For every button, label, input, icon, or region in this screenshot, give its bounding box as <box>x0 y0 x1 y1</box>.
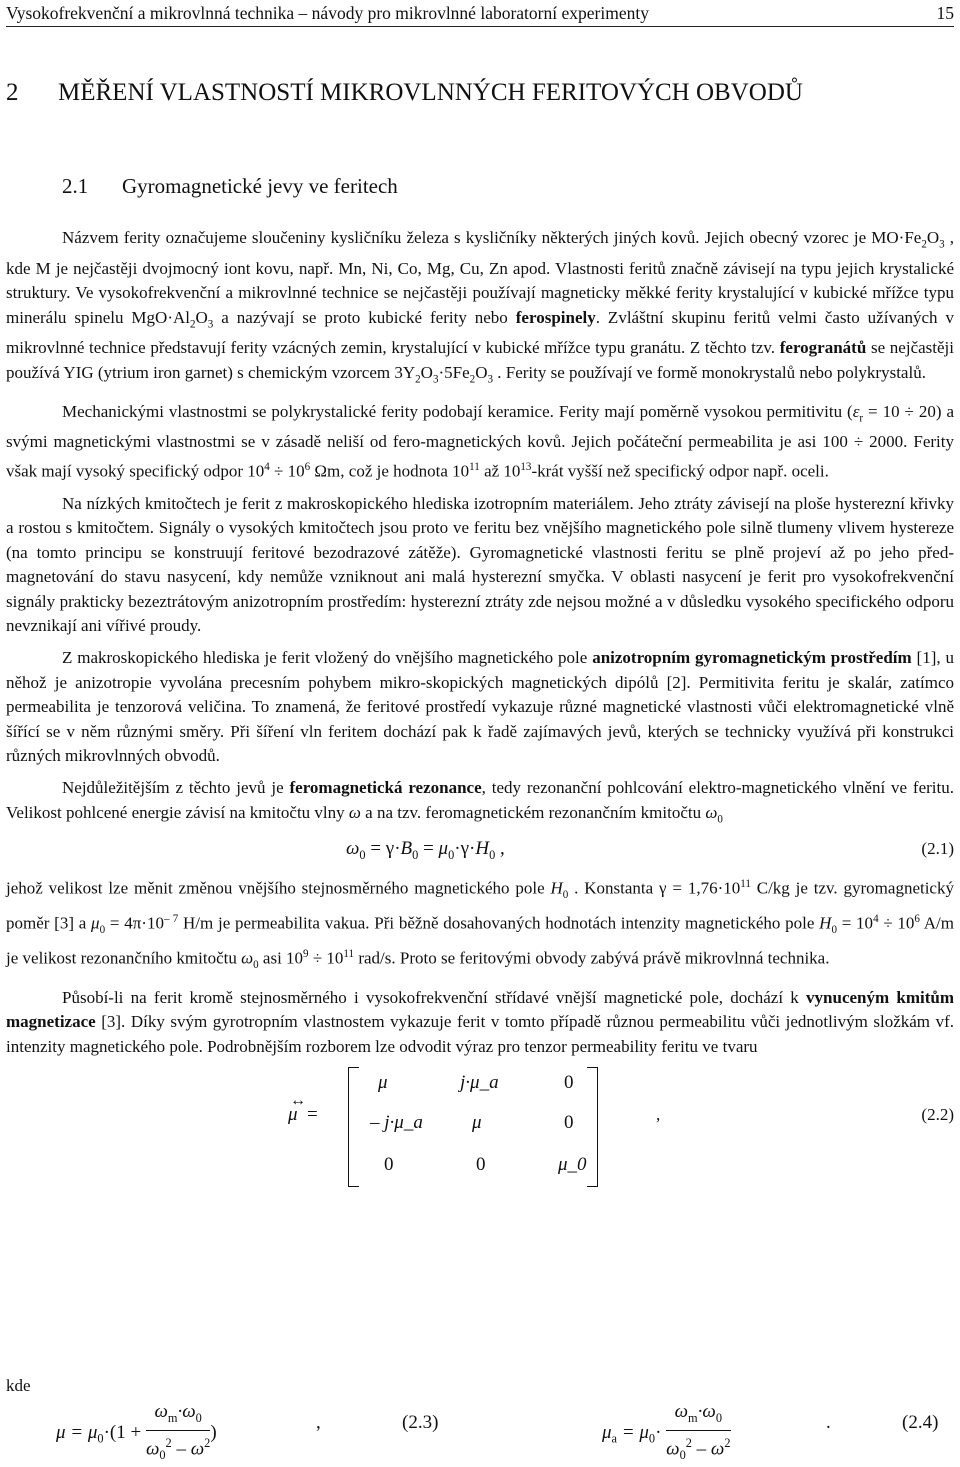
paragraph-3: Na nízkých kmitočtech je ferit z makroskopického hlediska izotropním materiálem. Jeho ztráty závisejí na ploše hysterezní křivky a rostou s kmitočtem. Signály o vysokých kmitočtech jsou proto ve feritu bez vnějšího magnetického pole silně tlumeny vlivem hystereze (na tomto principu se konstruují feritové bezodrazové zátěže). Gyromagnetické vlastnosti feritu se plně projeví až po jeho před-magnetování do stavu nasycení, kdy nemůže vzniknout ani malá hysterezní smyčka. V oblasti nasycení je ferit pro vysokofrekvenční signály prakticky bezeztrátovým anizotropním prostředím: hysterezní ztráty zde nejsou možné a v důsledku vysokého specifického odporu nevznikají ani vířivé proudy. <box>6 493 954 635</box>
equation-2-1 <box>6 832 954 866</box>
body-text <box>6 226 954 1197</box>
matrix-cell: – j·μ_a <box>370 1112 423 1134</box>
matrix-cell: 0 <box>476 1154 486 1176</box>
equation-2-3-comma: , <box>316 1412 321 1433</box>
equation-2-2-number: (2.2) <box>921 1105 954 1125</box>
matrix-cell: 0 <box>384 1154 394 1176</box>
matrix-cell: 0 <box>564 1112 574 1134</box>
header-title: Vysokofrekvenční a mikrovlnná technika – návody pro mikrovlnné laboratorní experimenty <box>6 3 649 23</box>
matrix-row <box>348 1071 598 1101</box>
paragraph-1: Názvem ferity označujeme sloučeniny kysličníku železa s kysličníky některých jiných kovů. Jejich obecný vzorec je $MO\cdot Fe_2O_3$ , kde M je nejčastěji dvojmocný iont kovu, např. Mn, Ni, Co, Mg, Cu, Zn apod. Vlastnosti feritů značně závisejí na typu jejich krystalické struktury. Ve vysokofrekvenční a mikrovlnné technice se nejčastěji používají magneticky měkké ferity krystalující v kubické mřížce typu minerálu spinelu $MgO\cdot Al_2O_3$ a nazývají se proto kubické ferity nebo ferospinely. Zvláštní skupinu feritů velmi často užívaných v mikrovlnné technice představují ferity vzácných zemin, krystalující v kubické mřížce typu granátu. Z těchto tzv. ferogranátů se nejčastěji používá YIG (ytrium iron garnet) s chemickým vzorcem $3Y_2O_3\cdot 5Fe_2O_3$ . Ferity se používají ve formě monokrystalů nebo polykrystalů. <box>6 228 955 386</box>
chapter-heading <box>6 76 954 109</box>
running-header <box>6 2 954 27</box>
equation-2-4-period: . <box>826 1412 831 1433</box>
paragraph-6: jehož velikost lze měnit změnou vnějšího stejnosměrného magnetického pole $H_0$ . Konstanta $\gamma = 1,76\cdot 10^{11}$ C/kg je tzv. gyromagnetický poměr [3] a $\mu_0 = 4\pi\cdot 10^{- 7}$ H/m je permeabilita vakua. Při běžně dosahovaných hodnotách intenzity magnetického pole $H_0 = 10^4 \div 10^6$ A/m je velikost rezonančního kmitočtu $\omega_0$ asi $10^9 \div 10^{11}$ rad/s. Proto se feritovými obvody zabývá právě mikrovlnná technika. <box>6 877 954 972</box>
equation-2-4-expression: $\mu_a = \mu_0\cdot$ $\frac{\omega_m\cdot\omega_0}{\omega_0^2 - \omega^2}$ <box>602 1400 731 1467</box>
permeability-matrix <box>348 1067 598 1191</box>
matrix-cell: μ_0 <box>558 1154 587 1176</box>
paragraph-4: Z makroskopického hlediska je ferit vložený do vnějšího magnetického pole anizotropním gyromagnetickým prostředím [1], u něhož je anizotropie vyvolána precesním pohybem mikro-skopických magnetických dipólů [2]. Permitivita feritu je skalár, zatímco permeabilita je tenzorová veličina. To znamená, že feritové prostředí vykazuje různé magnetické vlastnosti vůči elektromagnetické vlně šířící se v něm různými směry. Při šíření vln feritem dochází pak k řadě zajímavých jevů, kterých se technicky využívá při konstrukci různých mikrovlnných obvodů. <box>6 648 954 765</box>
chapter-title: MĚŘENÍ VLASTNOSTÍ MIKROVLNNÝCH FERITOVÝCH OBVODŮ <box>58 79 803 106</box>
equation-2-1-expression: $\omega_0 = \gamma\cdot B_0 = \mu_0\cdot\gamma\cdot H_0$ , <box>346 837 505 862</box>
paragraph-2: Mechanickými vlastnostmi se polykrystalické ferity podobají keramice. Ferity mají poměrně vysokou permitivitu $(\varepsilon_r = 10 \div 20)$ a svými magnetickými vlastnostmi se v zásadě neliší od fero-magnetických kovů. Jejich počáteční permeabilita je asi 100 ÷ 2000. Ferity však mají vysoký specifický odpor $10^4 \div 10^6$ Ωm, což je hodnota $10^{11}$ až $10^{13}$-krát vyšší než specifický odpor např. oceli. <box>6 401 954 481</box>
matrix-cell: μ <box>472 1112 482 1134</box>
matrix-row <box>348 1111 598 1141</box>
equation-2-2-lhs: μ = <box>288 1104 318 1126</box>
equation-2-3-number: (2.3) <box>402 1412 439 1433</box>
matrix-cell: μ <box>378 1072 388 1094</box>
equation-2-3-expression: $\mu = \mu_0\cdot(1$ + $\frac{\omega_m\cdot\omega_0}{\omega_0^2 - \omega^2}$ ) <box>56 1400 217 1467</box>
section-heading <box>62 173 960 199</box>
fraction: $\frac{\omega_m\cdot\omega_0}{\omega_0^2 - \omega^2}$ <box>666 1401 731 1462</box>
equation-2-2-comma: , <box>656 1105 661 1125</box>
paragraph-7: Působí-li na ferit kromě stejnosměrného i vysokofrekvenční střídavé vnější magnetické pole, dochází k vynuceným kmitům magnetizace [3]. Díky svým gyrotropním vlastnostem vykazuje ferit v tomto případě různou permeabilitu vůči jednotlivým složkám vf. intenzity magnetického pole. Podrobnějším rozborem lze odvodit výraz pro tenzor permeability feritu ve tvaru <box>6 987 955 1056</box>
equation-2-2 <box>6 1067 954 1191</box>
matrix-cell: 0 <box>564 1072 574 1094</box>
tensor-arrow-icon: ↔ <box>290 1092 306 1110</box>
paragraph-5: Nejdůležitějším z těchto jevů je feromagnetická rezonance, tedy rezonanční pohlcování elektro-magnetického vlnění ve feritu. Velikost pohlcené energie závisí na kmitočtu vlny ω a na tzv. feromagnetickém rezonančním kmitočtu $\omega_0$ <box>6 778 954 826</box>
fraction: $\frac{\omega_m\cdot\omega_0}{\omega_0^2 - \omega^2}$ <box>145 1401 211 1462</box>
page-number: 15 <box>936 3 954 23</box>
chapter-number: 2 <box>6 79 19 106</box>
equations-2-3-2-4 <box>6 1400 954 1460</box>
equation-2-4-number: (2.4) <box>902 1412 939 1433</box>
equation-2-1-number: (2.1) <box>921 838 954 858</box>
section-title: Gyromagnetické jevy ve feritech <box>122 174 398 198</box>
section-number: 2.1 <box>62 174 89 198</box>
document-page <box>6 0 955 1462</box>
matrix-row <box>348 1153 598 1183</box>
kde-label: kde <box>6 1376 31 1395</box>
matrix-cell: j·μ_a <box>460 1072 499 1094</box>
